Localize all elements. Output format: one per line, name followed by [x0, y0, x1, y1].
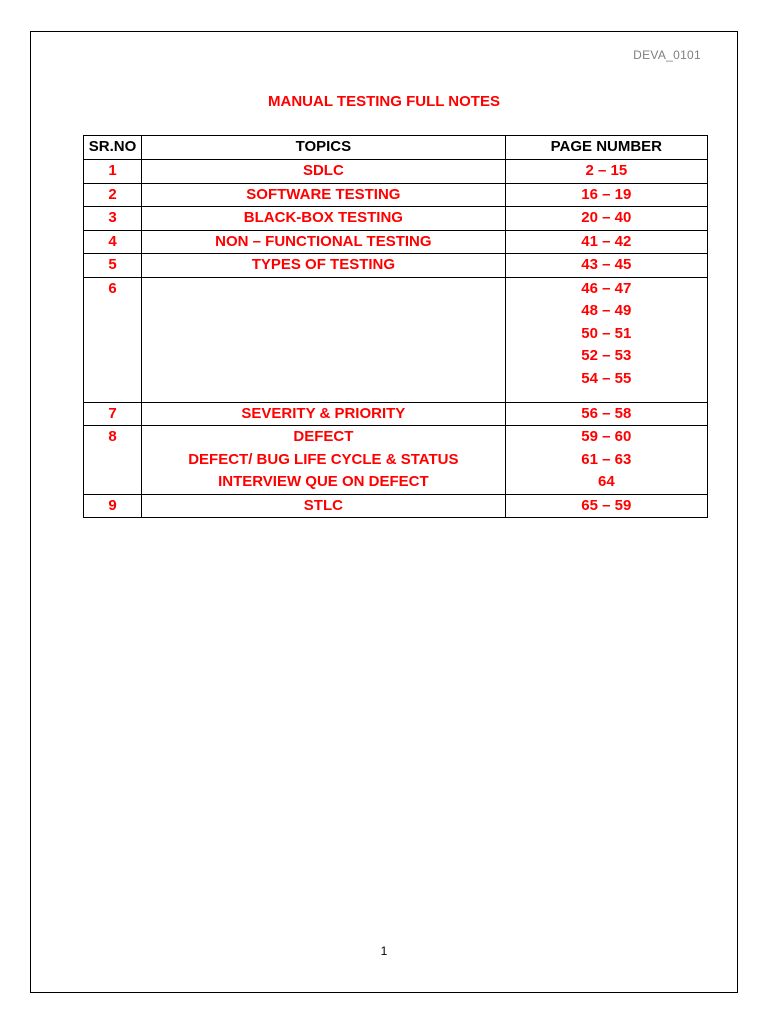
page-cell [505, 277, 707, 402]
topic-cell [142, 160, 506, 184]
table-row [84, 494, 708, 518]
page-cell [505, 402, 707, 426]
page-range: 41 – 42 [581, 232, 632, 250]
page-range: 65 – 59 [581, 496, 632, 514]
topic-cell [142, 230, 506, 254]
topic-text: BLACK-BOX TESTING [243, 209, 403, 226]
page-range: 50 – 51 [581, 324, 632, 342]
page-range: 52 – 53 [581, 347, 632, 364]
topic-cell [142, 207, 506, 231]
sr-cell: 8 [84, 426, 142, 495]
table-row [84, 230, 708, 254]
topic-text: SEVERITY & PRIORITY [241, 404, 406, 422]
page-cell [505, 254, 707, 278]
sr-cell: 5 [84, 254, 142, 278]
topic-text: NON – FUNCTIONAL TESTING [215, 232, 432, 250]
table-row [84, 426, 708, 495]
header-sr-no: SR.NO [84, 136, 142, 160]
page-range: 43 – 45 [581, 256, 632, 273]
sr-cell: 6 [84, 277, 142, 402]
page-range: 61 – 63 [581, 450, 632, 468]
page-cell [505, 230, 707, 254]
sr-cell: 4 [84, 230, 142, 254]
sr-cell: 2 [84, 183, 142, 207]
table-row [84, 402, 708, 426]
page-number: 1 [380, 944, 388, 958]
topic-cell-empty [142, 277, 506, 402]
page-range: 20 – 40 [581, 209, 632, 226]
table-row [84, 183, 708, 207]
table-header-row [84, 136, 708, 160]
topic-cell [142, 183, 506, 207]
sr-cell: 3 [84, 207, 142, 231]
sr-cell: 1 [84, 160, 142, 184]
document-title: MANUAL TESTING FULL NOTES [268, 93, 500, 110]
page-cell [505, 426, 707, 495]
page-cell [505, 160, 707, 184]
sr-cell: 7 [84, 402, 142, 426]
sr-cell: 9 [84, 494, 142, 518]
topic-text: SOFTWARE TESTING [246, 185, 401, 203]
table-row [84, 277, 708, 402]
topic-text: SDLC [302, 162, 344, 179]
topic-cell [142, 426, 506, 495]
topic-cell [142, 402, 506, 426]
page-cell [505, 207, 707, 231]
page-cell [505, 494, 707, 518]
topic-text: DEFECT/ BUG LIFE CYCLE & STATUS [188, 450, 459, 468]
topic-text: TYPES OF TESTING [251, 256, 396, 273]
page-range: 64 [597, 473, 615, 490]
page-range: 46 – 47 [581, 279, 632, 297]
header-page-number: PAGE NUMBER [505, 136, 707, 160]
page-range: 16 – 19 [581, 185, 632, 203]
contents-table [83, 135, 708, 518]
topic-text: INTERVIEW QUE ON DEFECT [218, 473, 429, 490]
table-row [84, 254, 708, 278]
topic-cell [142, 494, 506, 518]
page-range: 48 – 49 [581, 302, 632, 319]
table-row [84, 207, 708, 231]
topic-text: DEFECT [293, 428, 354, 445]
document-id: DEVA_0101 [633, 48, 701, 62]
page-range: 59 – 60 [581, 428, 632, 445]
header-topics: TOPICS [142, 136, 506, 160]
topic-cell [142, 254, 506, 278]
page-range: 54 – 55 [581, 369, 632, 387]
page-range: 56 – 58 [581, 404, 632, 422]
topic-text: STLC [303, 496, 343, 514]
table-row [84, 160, 708, 184]
page-range: 2 – 15 [585, 162, 628, 179]
page-cell [505, 183, 707, 207]
